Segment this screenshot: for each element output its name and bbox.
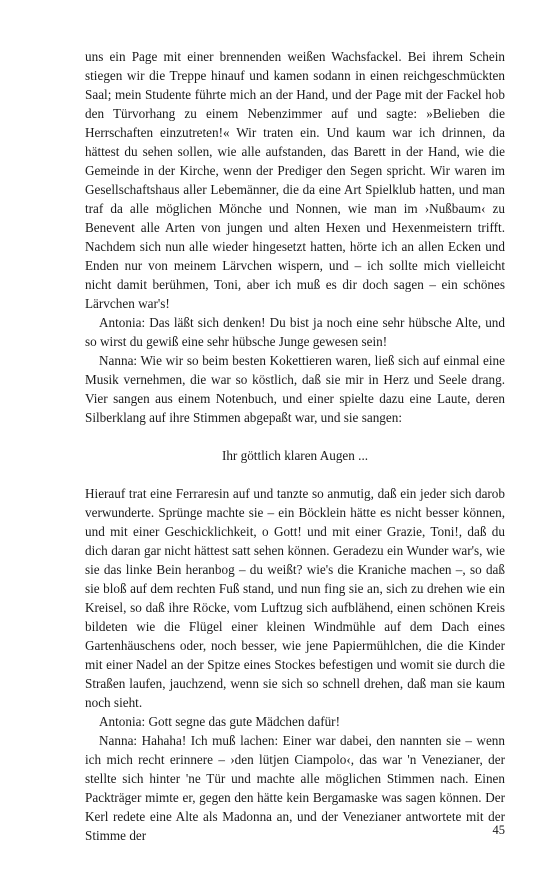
paragraph: Hierauf trat eine Ferraresin auf und tanzte so anmutig, daß ein jeder sich darob verwunderte. Sprünge machte sie – ein Böcklein hätte es nicht besser können, und mit einer Geschicklichkeit, o Gott! und mit einer Grazie, Toni!, daß du dich daran gar nicht hättest satt sehen können. Geradezu ein Wunder war's, wie sie das linke Bein heranbog – du weißt? wie's die Kraniche machen –, so daß sie bloß auf dem rechten Fuß stand, und nun fing sie an, sich zu drehen wie ein Kreisel, so daß ihre Röcke, vom Luftzug sich aufblähend, einen schönen Kreis bildeten wie die Flügel einer kleinen Windmühle auf dem Dach eines Gartenhäuschens oder, noch besser, wie jene Papiermühlchen, die die Kinder mit einer Nadel an der Spitze eines Stockes befestigen und womit sie durch die Straßen laufen, jauchzend, wenn sie sich so schnell drehen, daß man sie kaum noch sieht. (85, 486, 505, 710)
paragraph: Antonia: Gott segne das gute Mädchen dafür! (99, 714, 340, 729)
page-number: 45 (492, 823, 505, 837)
body-text (85, 47, 505, 845)
paragraph: Nanna: Wie wir so beim besten Kokettieren waren, ließ sich auf einmal eine Musik vernehmen, die war so köstlich, daß sie mir in Herz und Seele drang. Vier sangen aus einem Notenbuch, und einer spielte dazu eine Laute, deren Silberklang auf ihre Stimmen abgepaßt war, und sie sangen: (85, 353, 505, 425)
paragraph: Nanna: Hahaha! Ich muß lachen: Einer war dabei, den nannten sie – wenn ich mich recht erinnere – ›den lütjen Ciampolo‹, das war 'n Venezianer, der stellte sich hinter 'ne Tür und machte alle möglichen Stimmen nach. Einen Packträger mimte er, gegen den hätte kein Bergamaske was sagen können. Der Kerl redete eine Alte als Madonna an, und der Venezianer antwortete mit der Stimme der (85, 733, 505, 843)
paragraph: Antonia: Das läßt sich denken! Du bist ja noch eine sehr hübsche Alte, und so wirst du gewiß eine sehr hübsche Junge gewesen sein! (85, 315, 505, 349)
verse-line: Ihr göttlich klaren Augen ... (221, 448, 369, 463)
paragraph: uns ein Page mit einer brennenden weißen Wachsfackel. Bei ihrem Schein stiegen wir die Treppe hinauf und kamen sodann in einen reichgeschmückten Saal; mein Studente führte mich an der Hand, und der Page mit der Fackel hob den Türvorhang zu einem Nebenzimmer auf und sagte: »Belieben die Herrschaften einzutreten!« Wir traten ein. Und kaum war ich drinnen, da hättest du sehen sollen, wie alle aufstanden, das Barett in der Hand, wie die Gemeinde in der Kirche, wenn der Prediger den Segen spricht. Wir waren im Gesellschaftshaus aller Lebemänner, die da eine Art Spielklub hatten, und man traf da alle möglichen Mönche und Nonnen, wie man im ›Nußbaum‹ zu Benevent alle Arten von jungen und alten Hexen und Hexenmeistern trifft. Nachdem sich nun alle wieder hingesetzt hatten, hörte ich an allen Ecken und Enden nur von meinem Lärvchen wispern, und – ich sollte mich vielleicht nicht damit berühmen, Toni, aber ich muß es dir doch sagen – ein schönes Lärvchen war's! (85, 49, 505, 311)
